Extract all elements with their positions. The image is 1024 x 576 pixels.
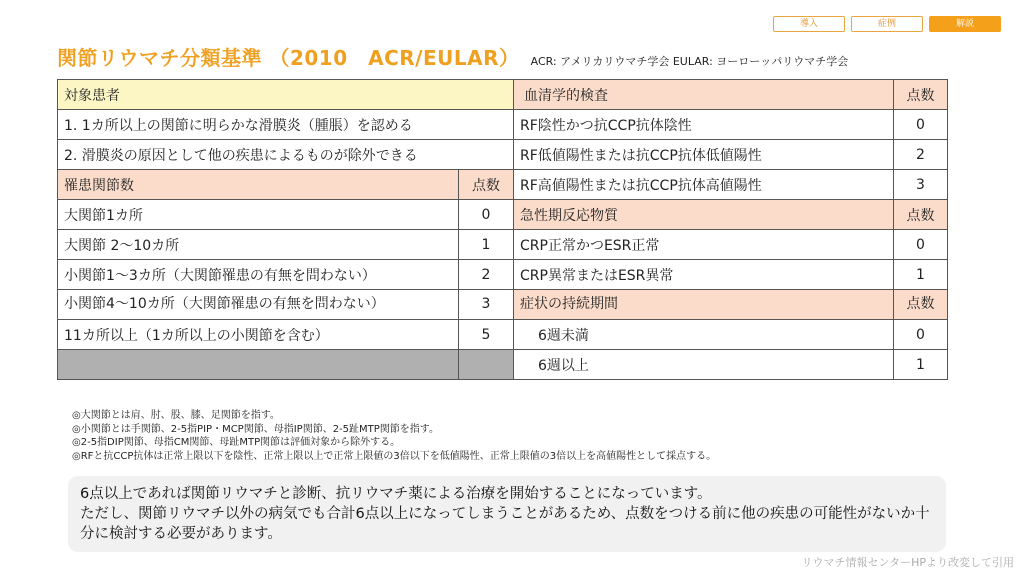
acute-score-header: 点数 bbox=[894, 200, 948, 230]
joint-score: 5 bbox=[459, 320, 514, 350]
title-row bbox=[57, 42, 848, 71]
table-row bbox=[58, 200, 948, 230]
duration-label: 6週未満 bbox=[514, 320, 894, 350]
table-row bbox=[58, 110, 948, 140]
serology-header: 血清学的検査 bbox=[514, 80, 894, 110]
footnote: ◎2-5指DIP関節、母指CM関節、母趾MTP関節は評価対象から除外する。 bbox=[72, 437, 401, 448]
table-row bbox=[58, 170, 948, 200]
table-row bbox=[58, 230, 948, 260]
abbreviation-note: ACR: アメリカリウマチ学会 EULAR: ヨーローッパリウマチ学会 bbox=[530, 55, 849, 68]
tab-explanation[interactable]: 解説 bbox=[929, 16, 1001, 32]
joint-label: 大関節1カ所 bbox=[58, 200, 459, 230]
tab-case[interactable]: 症例 bbox=[851, 16, 923, 32]
joint-score: 0 bbox=[459, 200, 514, 230]
footnote: ◎大関節とは肩、肘、股、膝、足関節を指す。 bbox=[72, 410, 280, 421]
acute-label: CRP異常またはESR異常 bbox=[514, 260, 894, 290]
serology-score: 3 bbox=[894, 170, 948, 200]
table-row bbox=[58, 350, 948, 380]
joint-count-header: 罹患関節数 bbox=[58, 170, 459, 200]
footnote: ◎小関節とは手関節、2-5指PIP・MCP関節、母指IP関節、2-5趾MTP関節を指す。 bbox=[72, 423, 439, 435]
empty-cell bbox=[459, 350, 514, 380]
footnotes bbox=[72, 409, 716, 463]
summary-box bbox=[68, 476, 946, 552]
serology-label: RF低値陽性または抗CCP抗体低値陽性 bbox=[514, 140, 894, 170]
serology-score-header: 点数 bbox=[894, 80, 948, 110]
serology-label: RF陰性かつ抗CCP抗体陰性 bbox=[514, 110, 894, 140]
table-row bbox=[58, 140, 948, 170]
duration-score: 1 bbox=[894, 350, 948, 380]
target-criterion-2: 2. 滑膜炎の原因として他の疾患によるものが除外できる bbox=[58, 140, 514, 170]
section-nav bbox=[773, 16, 1001, 32]
summary-line: ただし、関節リウマチ以外の病気でも合計6点以上になってしまうことがあるため、点数をつける前に他の疾患の可能性がないか十分に検討する必要があります。 bbox=[80, 506, 930, 542]
acute-label: CRP正常かつESR正常 bbox=[514, 230, 894, 260]
table-row bbox=[58, 290, 948, 320]
summary-line: 6点以上であれば関節リウマチと診断、抗リウマチ薬による治療を開始することになっています。 bbox=[80, 486, 712, 502]
classification-table bbox=[57, 79, 948, 380]
serology-score: 0 bbox=[894, 110, 948, 140]
page-title: 関節リウマチ分類基準 （2010 ACR/EULAR） bbox=[57, 46, 520, 70]
tab-introduction[interactable]: 導入 bbox=[773, 16, 845, 32]
empty-cell bbox=[58, 350, 459, 380]
joint-score: 3 bbox=[459, 290, 514, 320]
joint-label: 小関節4～10カ所（大関節罹患の有無を問わない） bbox=[58, 290, 459, 320]
duration-score: 0 bbox=[894, 320, 948, 350]
table-row bbox=[58, 320, 948, 350]
joint-label: 小関節1～3カ所（大関節罹患の有無を問わない） bbox=[58, 260, 459, 290]
duration-label: 6週以上 bbox=[514, 350, 894, 380]
table-row bbox=[58, 260, 948, 290]
joint-label: 11カ所以上（1カ所以上の小関節を含む） bbox=[58, 320, 459, 350]
table-row bbox=[58, 80, 948, 110]
source-citation: リウマチ情報センターHPより改変して引用 bbox=[801, 556, 1014, 569]
target-patients-header: 対象患者 bbox=[58, 80, 514, 110]
serology-label: RF高値陽性または抗CCP抗体高値陽性 bbox=[514, 170, 894, 200]
serology-score: 2 bbox=[894, 140, 948, 170]
acute-phase-header: 急性期反応物質 bbox=[514, 200, 894, 230]
joint-score-header: 点数 bbox=[459, 170, 514, 200]
footnote: ◎RFと抗CCP抗体は正常上限以下を陰性、正常上限以上で正常上限値の3倍以下を低値陽性、正常上限値の3倍以上を高値陽性として採点する。 bbox=[72, 450, 717, 462]
acute-score: 0 bbox=[894, 230, 948, 260]
duration-header: 症状の持続期間 bbox=[514, 290, 894, 320]
joint-score: 1 bbox=[459, 230, 514, 260]
joint-score: 2 bbox=[459, 260, 514, 290]
target-criterion-1: 1. 1カ所以上の関節に明らかな滑膜炎（腫脹）を認める bbox=[58, 110, 514, 140]
acute-score: 1 bbox=[894, 260, 948, 290]
duration-score-header: 点数 bbox=[894, 290, 948, 320]
joint-label: 大関節 2～10カ所 bbox=[58, 230, 459, 260]
